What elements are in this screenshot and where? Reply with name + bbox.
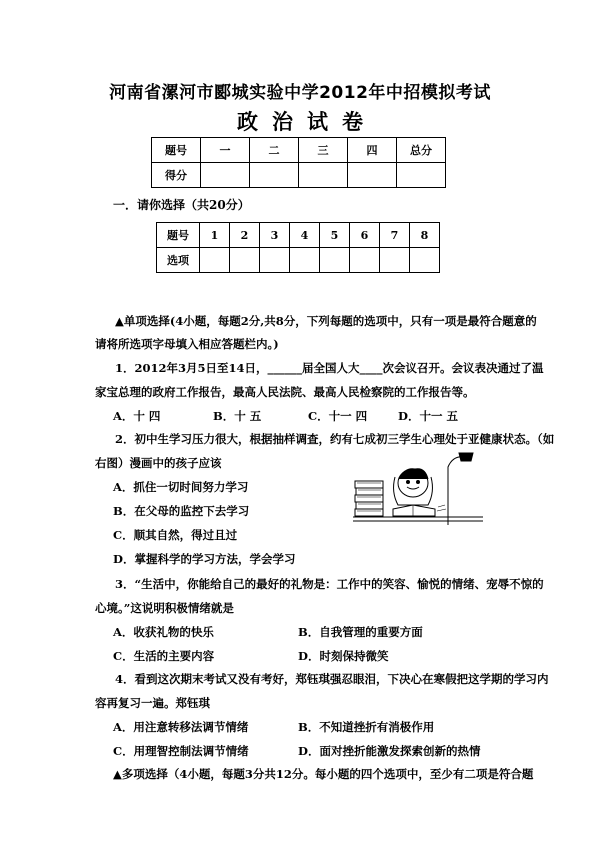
answer-cell[interactable] xyxy=(260,248,290,273)
question-2-option-a[interactable]: A．抓住一切时间努力学习 xyxy=(113,480,249,494)
question-3-option-a[interactable]: A．收获礼物的快乐 xyxy=(113,625,214,639)
multi-choice-intro: ▲多项选择（4小题，每题3分共12分。每小题的四个选项中，至少有二项是符合题 xyxy=(113,767,534,781)
score-cell[interactable] xyxy=(348,163,397,188)
exam-title: 河南省漯河市郾城实验中学2012年中招模拟考试 xyxy=(109,83,491,103)
table-cell: 题号 xyxy=(152,138,201,163)
single-choice-intro: ▲单项选择(4小题，每题2分,共8分，下列每题的选项中，只有一项是最符合题意的 xyxy=(115,314,537,328)
answer-cell[interactable] xyxy=(230,248,260,273)
score-cell[interactable] xyxy=(397,163,446,188)
question-2-option-d[interactable]: D．掌握科学的学习方法，学会学习 xyxy=(113,552,296,566)
answer-cell[interactable] xyxy=(380,248,410,273)
question-3-option-d[interactable]: D．时刻保持微笑 xyxy=(298,649,389,663)
table-cell: 3 xyxy=(260,223,290,248)
table-row xyxy=(157,223,440,248)
table-cell: 题号 xyxy=(157,223,200,248)
student-cartoon-illustration xyxy=(353,447,483,525)
question-2-text: 2．初中生学习压力很大，根据抽样调查，约有七成初三学生心理处于亚健康状态。（如 xyxy=(115,432,555,446)
table-row xyxy=(157,248,440,273)
question-3-text: 3．“生活中，你能给自己的最好的礼物是：工作中的笑容、愉悦的情绪、宠辱不惊的 xyxy=(115,577,544,591)
question-4-text: 4．看到这次期末考试又没有考好，郑钰琪强忍眼泪，下决心在寒假把这学期的学习内 xyxy=(115,672,549,686)
answer-cell[interactable] xyxy=(290,248,320,273)
question-3-option-c[interactable]: C．生活的主要内容 xyxy=(113,649,215,663)
exam-subtitle: 政治试卷 xyxy=(237,109,377,134)
question-3-text-cont: 心境。”这说明积极情绪就是 xyxy=(95,601,234,615)
score-table xyxy=(151,137,446,188)
question-4-option-b[interactable]: B．不知道挫折有消极作用 xyxy=(298,720,435,734)
answer-cell[interactable] xyxy=(350,248,380,273)
question-2-text-cont: 右图）漫画中的孩子应该 xyxy=(95,456,222,470)
table-cell: 7 xyxy=(380,223,410,248)
answer-cell[interactable] xyxy=(410,248,440,273)
question-4-text-cont: 容再复习一遍。郑钰琪 xyxy=(95,696,210,710)
table-cell: 2 xyxy=(230,223,260,248)
table-cell: 6 xyxy=(350,223,380,248)
question-3-option-b[interactable]: B．自我管理的重要方面 xyxy=(298,625,423,639)
table-cell: 四 xyxy=(348,138,397,163)
answer-table xyxy=(156,222,440,273)
table-cell: 4 xyxy=(290,223,320,248)
single-choice-intro-cont: 请将所选项字母填入相应答题栏内。) xyxy=(95,337,279,351)
table-row xyxy=(152,138,446,163)
question-2-option-b[interactable]: B．在父母的监控下去学习 xyxy=(113,504,250,518)
question-1-text-cont: 家宝总理的政府工作报告，最高人民法院、最高人民检察院的工作报告等。 xyxy=(95,385,475,399)
table-cell: 5 xyxy=(320,223,350,248)
question-1-option-c[interactable]: C．十一 四 xyxy=(308,409,368,423)
score-cell[interactable] xyxy=(201,163,250,188)
table-cell: 一 xyxy=(201,138,250,163)
table-row xyxy=(152,163,446,188)
table-cell: 选项 xyxy=(157,248,200,273)
question-2-option-c[interactable]: C．顺其自然，得过且过 xyxy=(113,528,238,542)
question-1-option-b[interactable]: B．十 五 xyxy=(213,409,262,423)
question-1-option-a[interactable]: A．十 四 xyxy=(113,409,161,423)
score-cell[interactable] xyxy=(299,163,348,188)
question-4-option-d[interactable]: D．面对挫折能激发探索创新的热情 xyxy=(298,744,481,758)
table-cell: 1 xyxy=(200,223,230,248)
question-4-option-c[interactable]: C．用理智控制法调节情绪 xyxy=(113,744,249,758)
table-cell: 得分 xyxy=(152,163,201,188)
table-cell: 总分 xyxy=(397,138,446,163)
table-cell: 二 xyxy=(250,138,299,163)
table-cell: 8 xyxy=(410,223,440,248)
question-1-text: 1．2012年3月5日至14日，______届全国人大____次会议召开。会议表决通过了温 xyxy=(115,361,544,375)
table-cell: 三 xyxy=(299,138,348,163)
section-heading: 一．请你选择（共20分） xyxy=(113,198,250,212)
answer-cell[interactable] xyxy=(200,248,230,273)
answer-cell[interactable] xyxy=(320,248,350,273)
question-4-option-a[interactable]: A．用注意转移法调节情绪 xyxy=(113,720,249,734)
question-1-option-d[interactable]: D．十一 五 xyxy=(398,409,458,423)
score-cell[interactable] xyxy=(250,163,299,188)
